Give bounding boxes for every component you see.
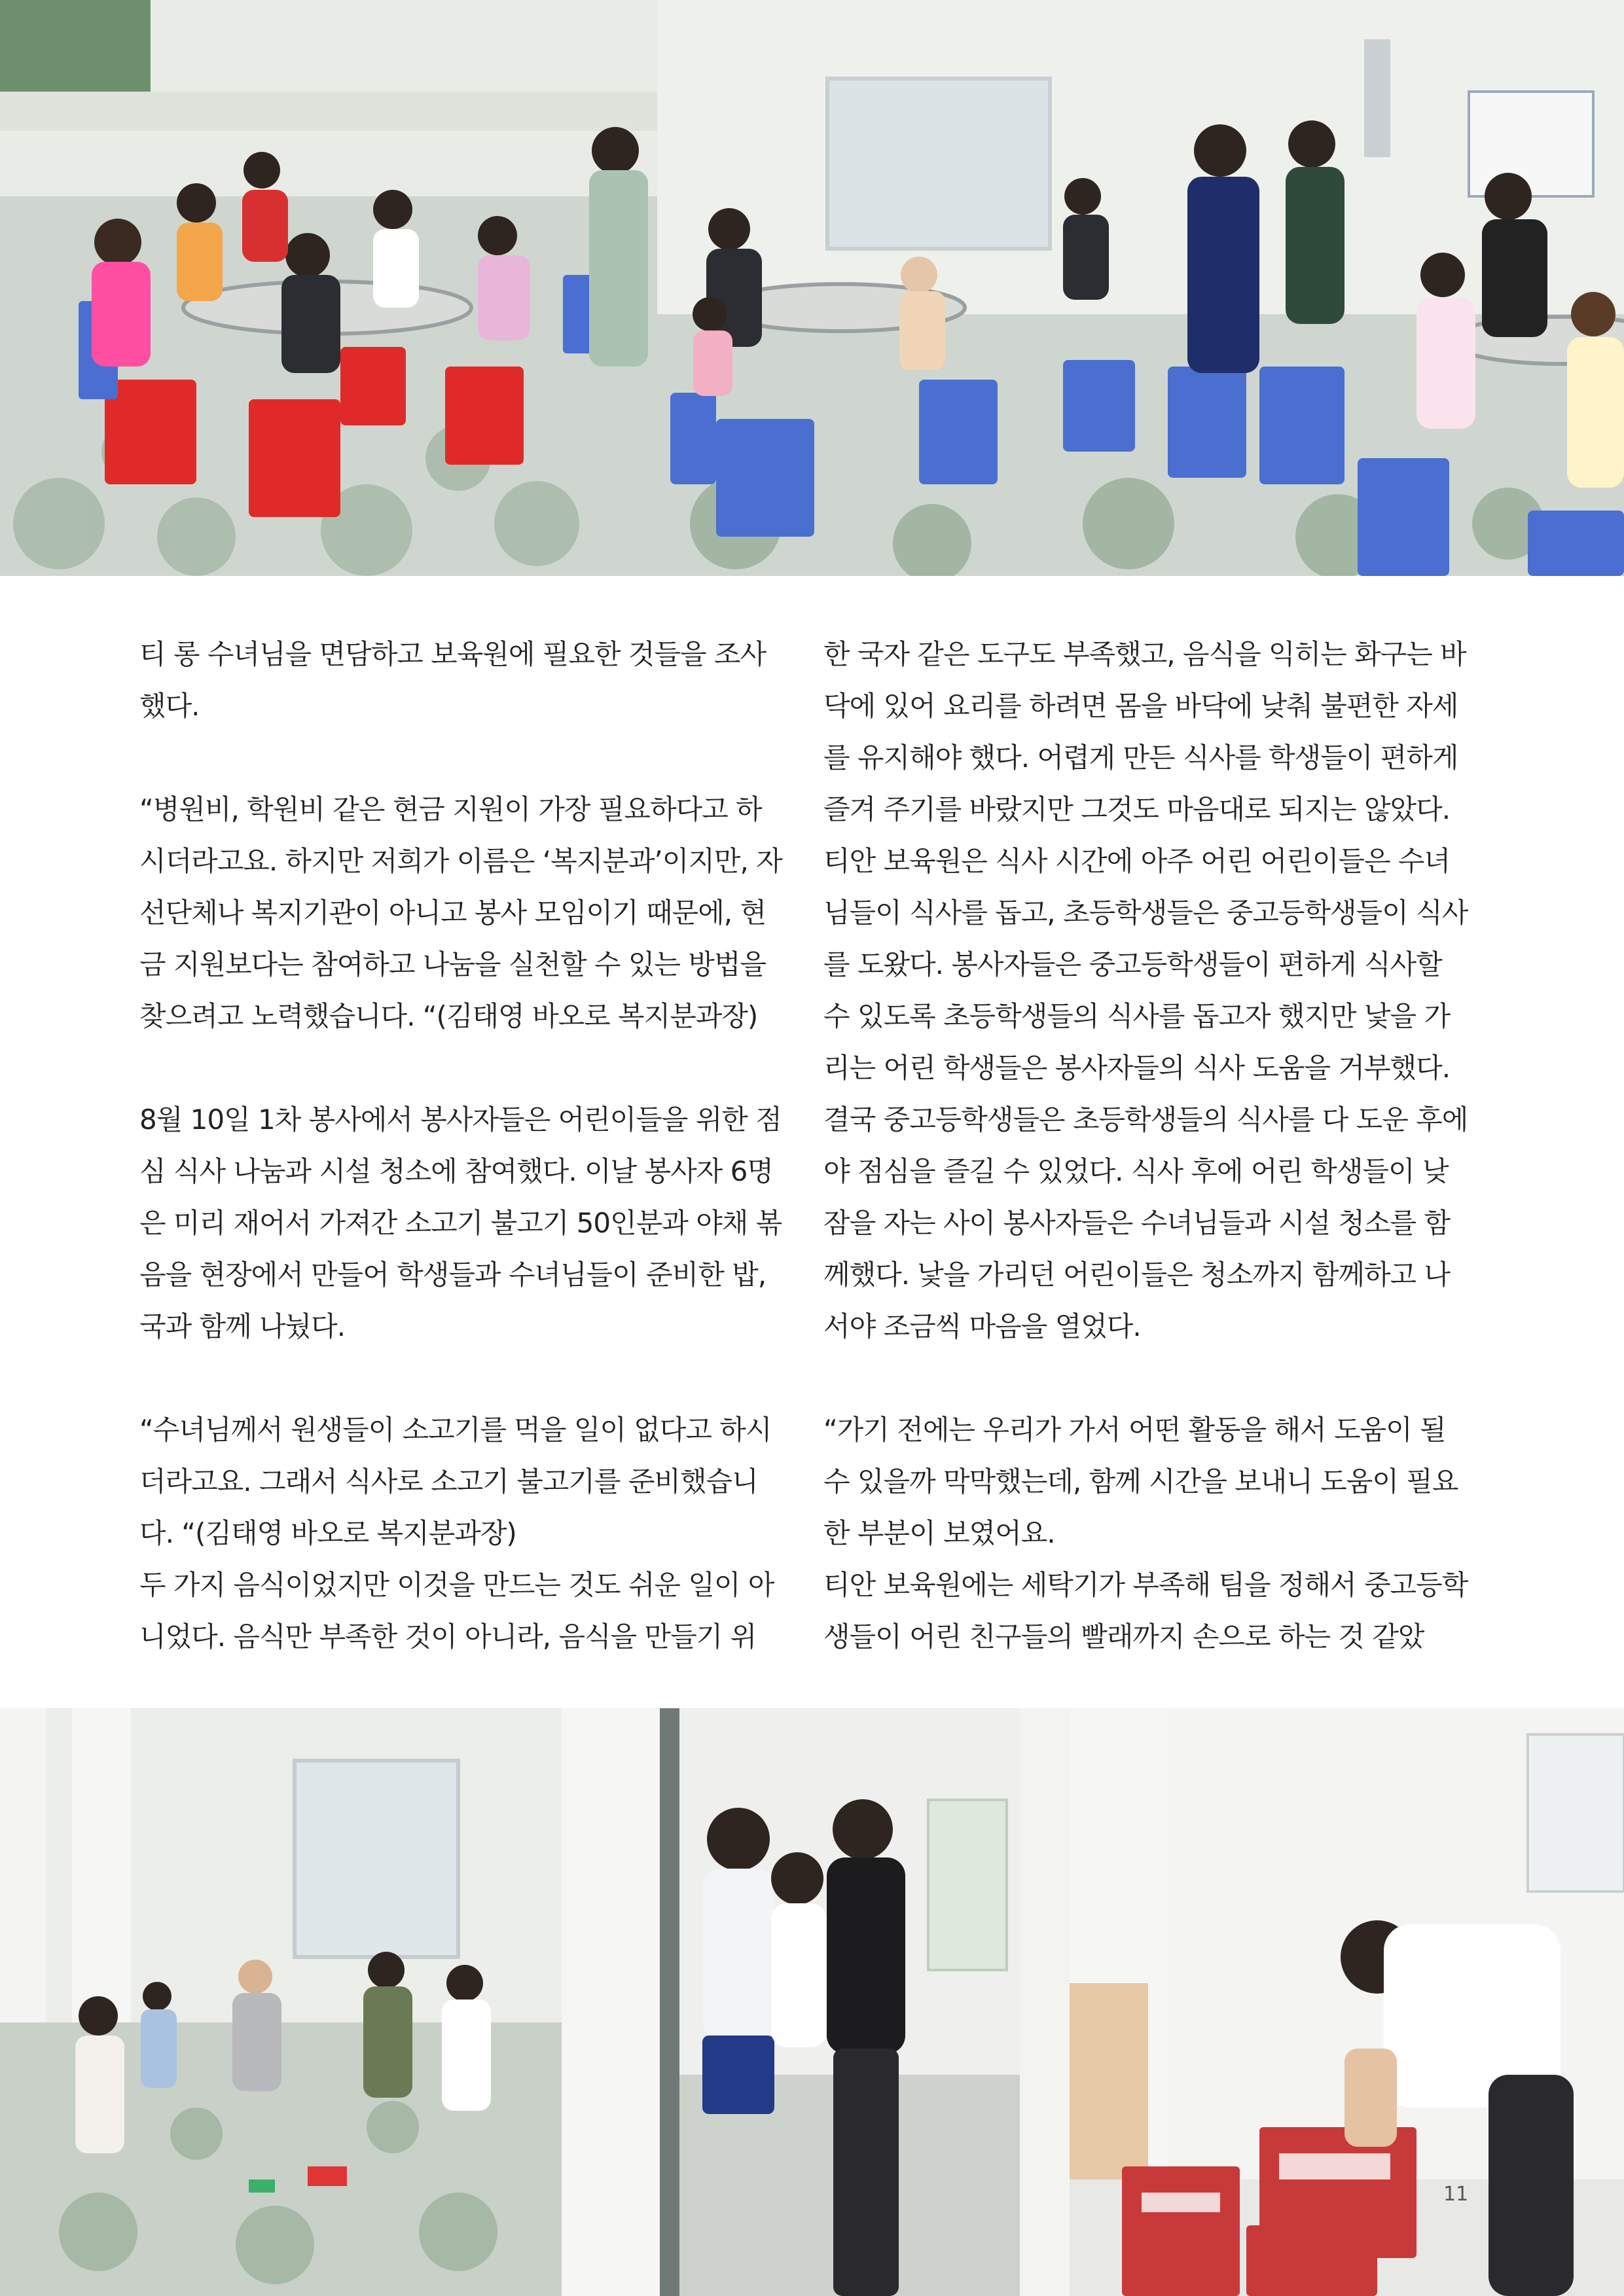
paragraph: 한 국자 같은 도구도 부족했고, 음식을 익히는 화구는 바닥에 있어 요리를 하려면 몸을 바닥에 낮춰 불편한 자세를 유지해야 했다. 어렵게 만든 식사를 학생들이 편하게 즐겨 주기를 바랐지만 그것도 마음대로 되지는 않았다. 티안 보육원은 식사 시간에 아주 어린 어린이들은 수녀님들이 식사를 돕고, 초등학생들은 중고등학생들이 식사를 도왔다. 봉사자들은 중고등학생들이 편하게 식사할 수 있도록 초등학생들의 식사를 돕고자 했지만 낯을 가리는 어린 학생들은 봉사자들의 식사 도움을 거부했다. 결국 중고등학생들은 초등학생들의 식사를 다 도운 후에야 점심을 즐길 수 있었다. 식사 후에 어린 학생들이 낮잠을 자는 사이 봉사자들은 수녀님들과 시설 청소를 함께했다. 낯을 가리던 어린이들은 청소까지 함께하고 나서야 조금씩 마음을 열었다. (823, 638, 1468, 1342)
photo-top-right-illustration (657, 0, 1624, 576)
quote-paragraph: “가기 전에는 우리가 가서 어떤 활동을 해서 도움이 될 수 있을까 막막했는데, 함께 시간을 보내니 도움이 필요한 부분이 보였어요. (823, 1414, 1458, 1549)
photo-bottom-right-illustration (1070, 1708, 1624, 2296)
photo-bottom-left-illustration (0, 1708, 562, 2296)
paragraph: 두 가지 음식이었지만 이것을 만드는 것도 쉬운 일이 아니었다. 음식만 부족한 것이 아니라, 음식을 만들기 위 (139, 1569, 774, 1653)
photo-volunteers-mopping (0, 1708, 562, 2296)
photo-children-lunch-red-stools (0, 0, 657, 576)
photo-children-lunch-blue-stools (657, 0, 1624, 576)
photo-bottom-middle-illustration (562, 1708, 1070, 2296)
paragraph: 티안 보육원에는 세탁기가 부족해 팀을 정해서 중고등학생들이 어린 친구들의 빨래까지 손으로 하는 것 같았 (823, 1569, 1468, 1653)
quote-paragraph: “병원비, 학원비 같은 현금 지원이 가장 필요하다고 하시더라고요. 하지만 저희가 이름은 ‘복지분과’이지만, 자선단체나 복지기관이 아니고 봉사 모임이기 때문에, 현금 지원보다는 참여하고 나눔을 실천할 수 있는 방법을 찾으려고 노력했습니다. “(김태영 바오로 복지분과장) (139, 793, 782, 1032)
photo-volunteer-unloading-boxes (1070, 1708, 1624, 2296)
article-column-right (823, 628, 1471, 1662)
quote-paragraph: “수녀님께서 원생들이 소고기를 먹을 일이 없다고 하시더라고요. 그래서 식사로 소고기 불고기를 준비했습니다. “(김태영 바오로 복지분과장) (139, 1414, 772, 1549)
photo-top-left-illustration (0, 0, 657, 576)
page-number: 11 (1443, 2183, 1469, 2206)
article-column-left (139, 628, 787, 1662)
paragraph: 티 롱 수녀님을 면담하고 보육원에 필요한 것들을 조사했다. (139, 638, 767, 722)
paragraph: 8월 10일 1차 봉사에서 봉사자들은 어린이들을 위한 점심 식사 나눔과 시설 청소에 참여했다. 이날 봉사자 6명은 미리 재어서 가져간 소고기 불고기 50인분과 야채 볶음을 현장에서 만들어 학생들과 수녀님들이 준비한 밥, 국과 함께 나눴다. (139, 1103, 782, 1342)
photo-students-posing (562, 1708, 1070, 2296)
